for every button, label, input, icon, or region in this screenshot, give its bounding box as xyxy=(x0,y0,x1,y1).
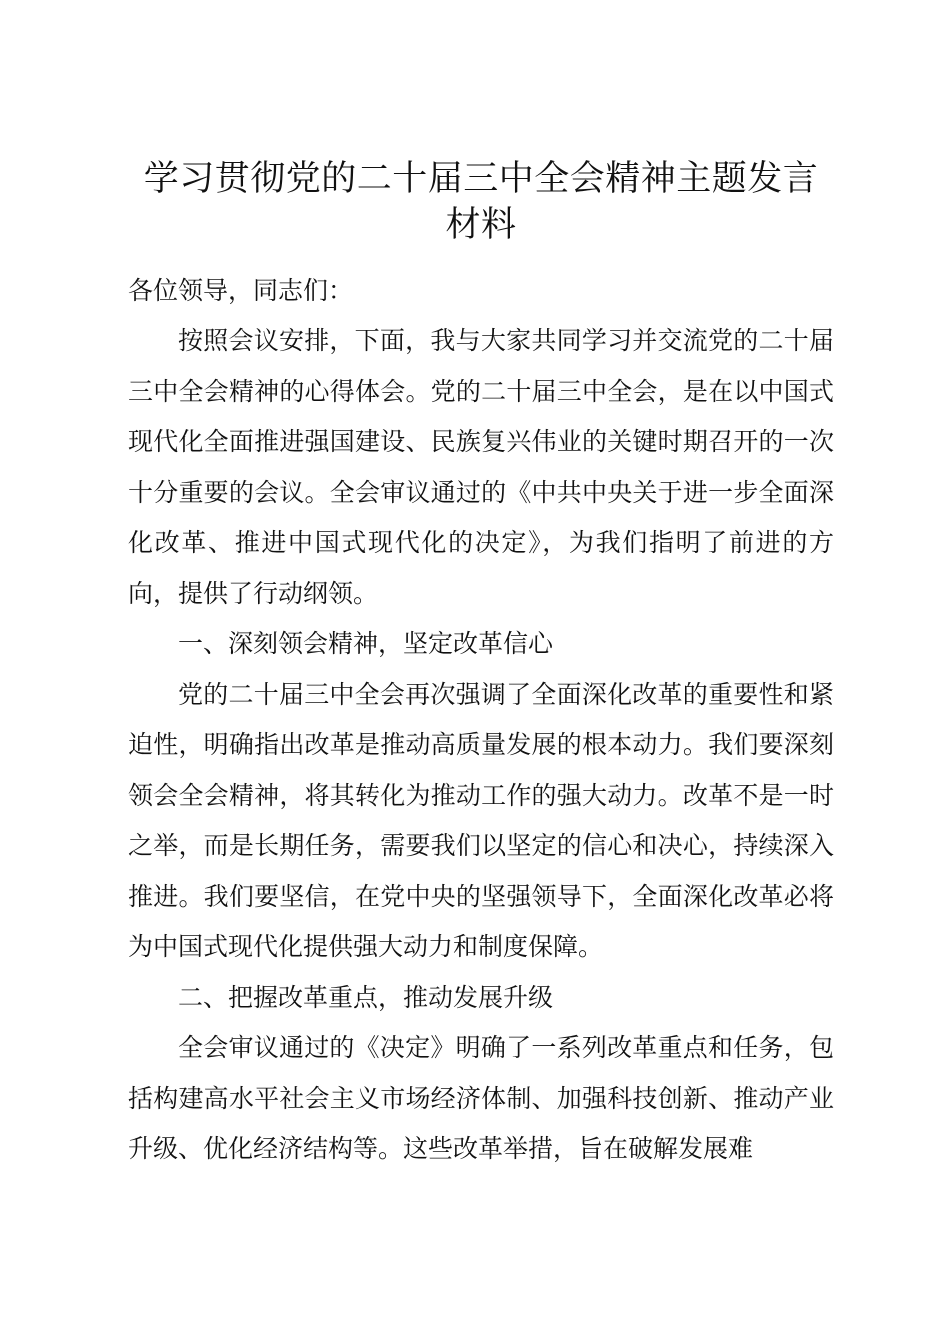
section-heading-1: 一、深刻领会精神，坚定改革信心 xyxy=(178,629,554,658)
document-page xyxy=(128,156,834,1175)
paragraph-intro: 按照会议安排，下面，我与大家共同学习并交流党的二十届三中全会精神的心得体会。党的二十届三中全会，是在以中国式现代化全面推进强国建设、民族复兴伟业的关键时期召开的一次十分重要的会议。全会审议通过的《中共中央关于进一步全面深化改革、推进中国式现代化的决定》，为我们指明了前进的方向，提供了行动纲领。 xyxy=(128,326,834,608)
section-heading-2: 二、把握改革重点，推动发展升级 xyxy=(178,982,554,1012)
paragraph-section-1: 党的二十届三中全会再次强调了全面深化改革的重要性和紧迫性，明确指出改革是推动高质量发展的根本动力。我们要深刻领会全会精神，将其转化为推动工作的强大动力。改革不是一时之举，而是长期任务，需要我们以坚定的信心和决心，持续深入推进。我们要坚信，在党中央的坚强领导下，全面深化改革必将为中国式现代化提供强大动力和制度保障。 xyxy=(128,679,834,961)
paragraph-section-2: 全会审议通过的《决定》明确了一系列改革重点和任务，包括构建高水平社会主义市场经济体制、加强科技创新、推动产业升级、优化经济结构等。这些改革举措，旨在破解发展难 xyxy=(128,1033,834,1163)
salutation: 各位领导，同志们： xyxy=(128,276,354,305)
document-title: 学习贯彻党的二十届三中全会精神主题发言材料 xyxy=(143,159,819,245)
